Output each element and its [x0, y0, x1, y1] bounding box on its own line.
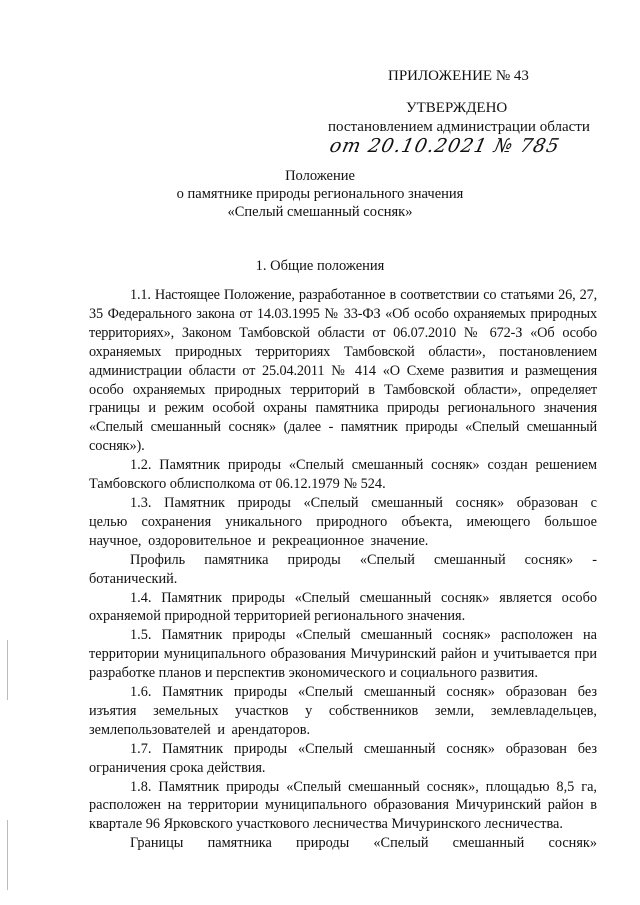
handwritten-date-number: от 20.10.2021 № 785 [327, 135, 562, 157]
paragraph-1-4: 1.4. Памятник природы «Спелый смешанный сосняк» является особо охраняемой природной территорией регионального значения. [89, 589, 597, 625]
paragraph-1-7: 1.7. Памятник природы «Спелый смешанный сосняк» образован без ограничения срока действия. [89, 740, 597, 776]
paragraph-1-2: 1.2. Памятник природы «Спелый смешанный сосняк» создан решением Тамбовского облисполкома от 06.12.1979 № 524. [89, 457, 597, 493]
paragraph-1-1: 1.1. Настоящее Положение, разработанное в соответствии со статьями 26, 27, 35 Федерального закона от 14.03.1995 № 33-ФЗ «Об особо охраняемых природных территориях», Законом Тамбовской области от 06.07.2010 № 672-З «Об особо охраняемых природных территориях Тамбовской области», постановлением администрации области от 25.04.2011 № 414 «О Схеме развития и размещения особо охраняемых природных территорий в Тамбовской области», определяет границы и режим особой охраны памятника природы регионального значения «Спелый смешанный сосняк» (далее - памятник природы «Спелый смешанный сосняк»). [89, 287, 597, 455]
section-heading: 1. Общие положения [255, 258, 385, 274]
approved-by-decree: постановлением администрации области [328, 119, 590, 135]
paragraph-1-5: 1.5. Памятник природы «Спелый смешанный сосняк» расположен на территории муниципального образования Мичуринский район и учитывается при разработке планов и перспектив экономического и социального развития. [89, 627, 597, 682]
doc-title-line2: о памятнике природы регионального значения [176, 186, 464, 202]
paragraph-1-3: 1.3. Памятник природы «Спелый смешанный сосняк» образован с целью сохранения уникального природного объекта, имеющего большое научное, оздоровительное и рекреационное значение. [89, 494, 597, 549]
paragraph-borders: Границы памятника природы «Спелый смешанный сосняк» [130, 835, 597, 852]
paragraph-1-8: 1.8. Памятник природы «Спелый смешанный сосняк», площадью 8,5 га, расположен на территории муниципального образования Мичуринский район в квартале 96 Ярковского участкового лесничества Мичуринского лесничества. [89, 778, 597, 833]
appendix-number: ПРИЛОЖЕНИЕ № 43 [388, 68, 529, 84]
doc-title-line1: Положение [285, 168, 355, 184]
scan-margin-mark [7, 640, 8, 700]
section-body [89, 286, 597, 853]
scan-margin-mark [7, 820, 8, 890]
doc-title-line3: «Спелый смешанный сосняк» [227, 204, 413, 220]
paragraph-profile: Профиль памятника природы «Спелый смешанный сосняк» - ботанический. [89, 551, 597, 587]
approved-stamp: УТВЕРЖДЕНО [406, 100, 508, 116]
paragraph-1-6: 1.6. Памятник природы «Спелый смешанный сосняк» образован без изъятия земельных участков у собственников земли, землевладельцев, землепользователей и арендаторов. [89, 684, 597, 738]
